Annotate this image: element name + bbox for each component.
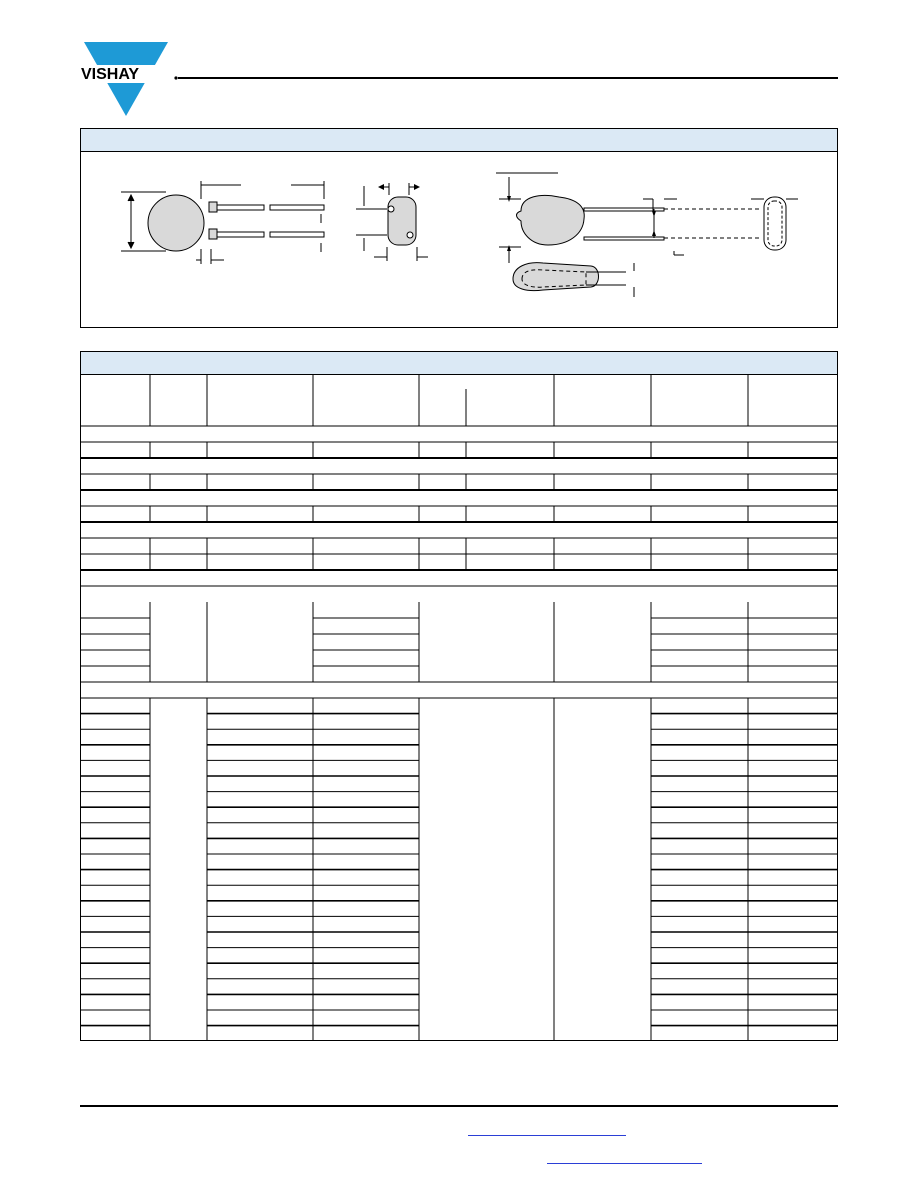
- footer-link-1[interactable]: [468, 1135, 626, 1136]
- dimension-drawings: [81, 151, 837, 327]
- specifications-panel: [80, 351, 838, 1041]
- vishay-logo: [80, 42, 180, 117]
- dimensions-panel: [80, 128, 838, 328]
- disc-crimped-drawing: [496, 173, 798, 297]
- disc-side-drawing: [356, 183, 428, 261]
- header-rule: [178, 77, 838, 79]
- spec-table: [81, 374, 837, 1040]
- disc-front-drawing: [121, 181, 324, 264]
- footer-link-2[interactable]: [547, 1163, 702, 1164]
- logo-text: VISHAY: [81, 66, 140, 83]
- dimensions-header: [81, 129, 837, 152]
- footer-rule: [80, 1105, 838, 1107]
- specifications-header: [81, 352, 837, 375]
